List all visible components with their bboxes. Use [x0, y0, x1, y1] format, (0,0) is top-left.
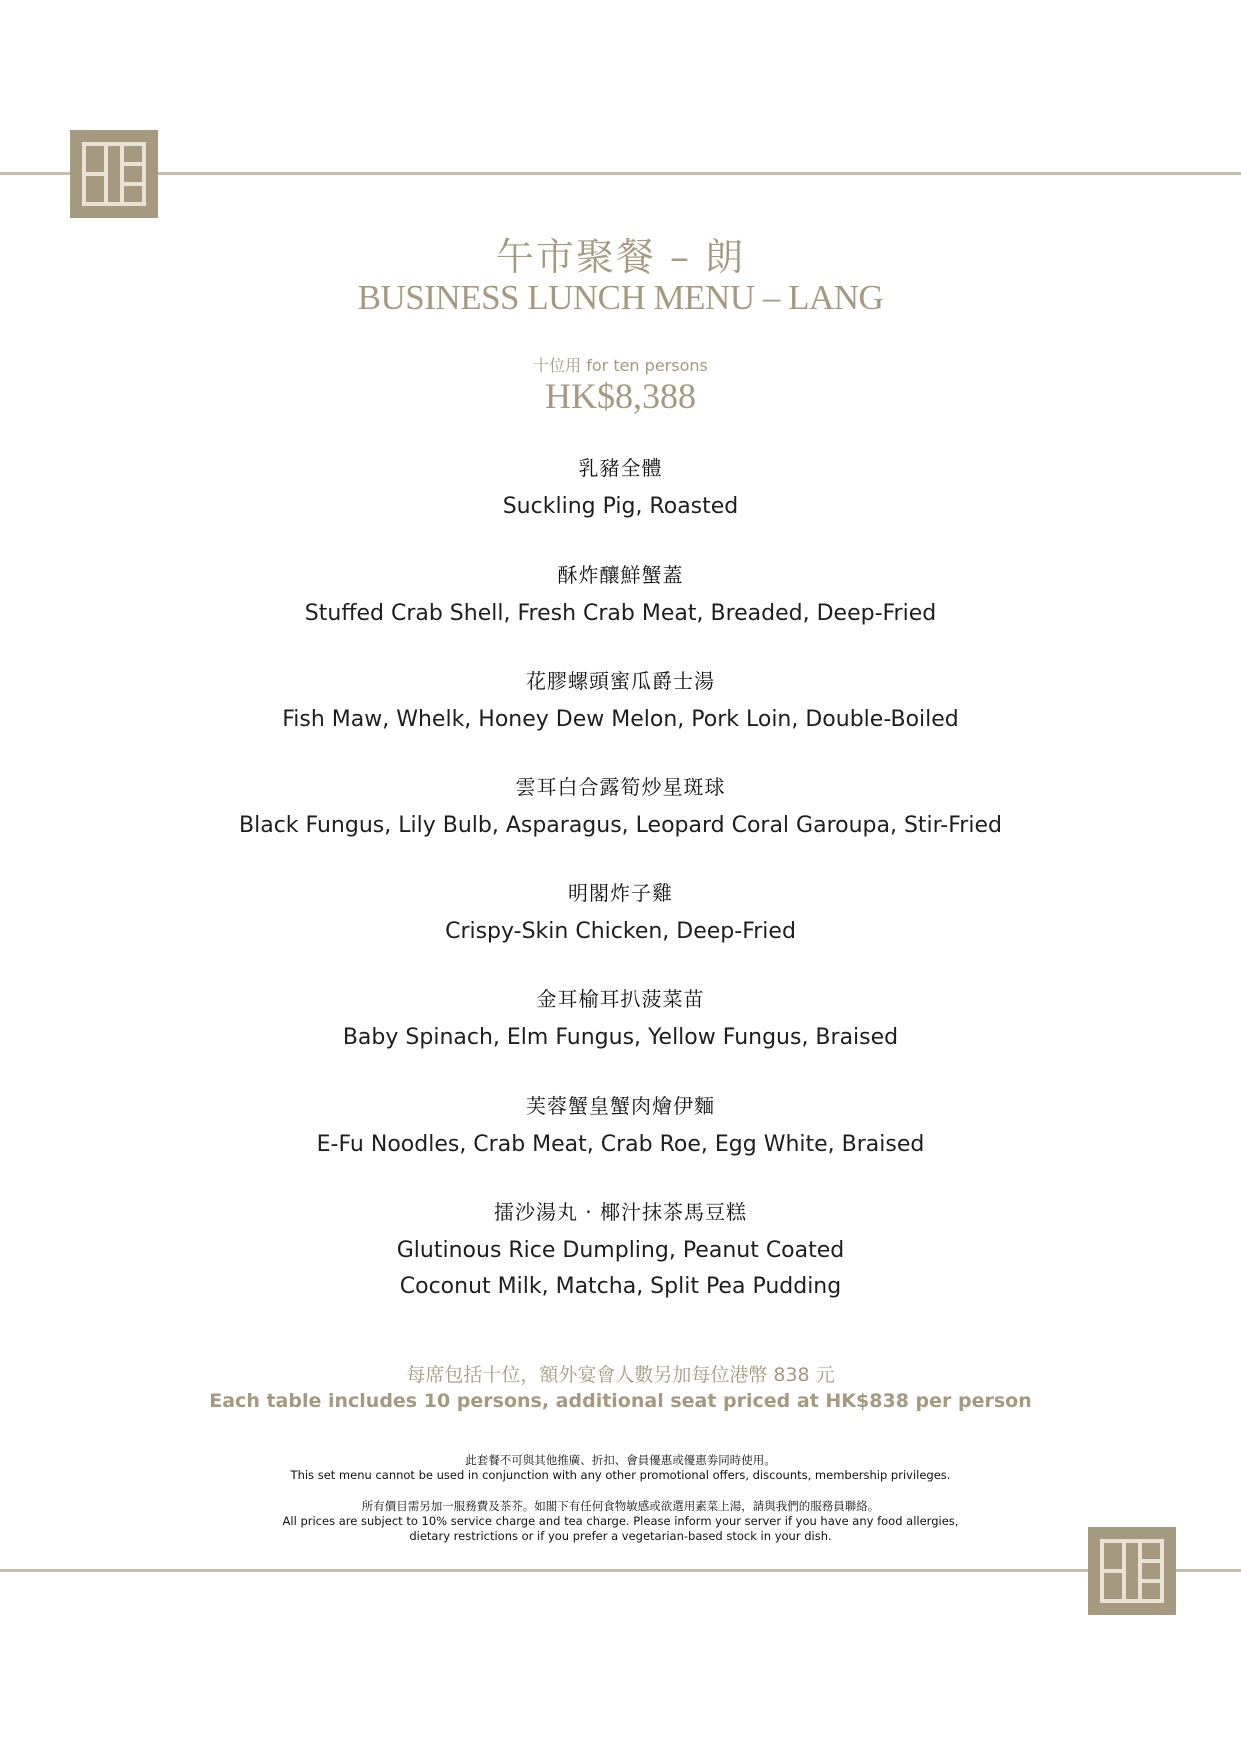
service-disclaimer-english: dietary restrictions or if you prefer a vegetarian-based stock in your dish. — [409, 1529, 832, 1543]
dish-name-chinese: 雲耳白合露筍炒星斑球 — [515, 775, 726, 799]
service-disclaimer-chinese: 所有價目需另加一服務費及茶芥。如閣下有任何食物敏感或欲選用素菜上湯，請與我們的服務員聯絡。 — [361, 1499, 880, 1513]
menu-item — [0, 1090, 1241, 1163]
service-disclaimer — [0, 1499, 1241, 1544]
dish-name-english: Fish Maw, Whelk, Honey Dew Melon, Pork Loin, Double-Boiled — [282, 707, 959, 732]
ming-logo-icon — [70, 130, 158, 218]
menu-item — [0, 771, 1241, 844]
dish-name-english: Suckling Pig, Roasted — [502, 494, 739, 519]
dish-name-english: Black Fungus, Lily Bulb, Asparagus, Leopard Coral Garoupa, Stir-Fried — [239, 813, 1002, 838]
menu-price: HK$8,388 — [545, 376, 696, 416]
bottom-rule — [0, 1569, 1241, 1572]
dish-name-chinese: 乳豬全體 — [578, 456, 663, 480]
dish-name-english: E-Fu Noodles, Crab Meat, Crab Roe, Egg White, Braised — [316, 1132, 925, 1157]
dish-name-english: Glutinous Rice Dumpling, Peanut Coated — [396, 1238, 845, 1263]
dish-name-english: Stuffed Crab Shell, Fresh Crab Meat, Breaded, Deep-Fried — [304, 601, 937, 626]
dish-name-chinese: 花膠螺頭蜜瓜爵士湯 — [526, 669, 715, 693]
dish-name-chinese: 擂沙湯丸 · 椰汁抹茶馬豆糕 — [493, 1200, 748, 1224]
table-note-chinese: 每席包括十位，額外宴會人數另加每位港幣 838 元 — [406, 1364, 835, 1386]
menu-item — [0, 983, 1241, 1056]
service-disclaimer-english: All prices are subject to 10% service charge and tea charge. Please inform your server if you have any food allergies, — [282, 1514, 959, 1528]
menu-title-english: BUSINESS LUNCH MENU – LANG — [357, 278, 884, 317]
dish-name-chinese: 酥炸釀鮮蟹蓋 — [557, 563, 684, 587]
dish-name-english: Baby Spinach, Elm Fungus, Yellow Fungus, Braised — [342, 1025, 899, 1050]
dish-name-english: Crispy-Skin Chicken, Deep-Fried — [445, 919, 796, 944]
menu-item — [0, 877, 1241, 950]
dish-name-english: Coconut Milk, Matcha, Split Pea Pudding — [399, 1274, 842, 1299]
promo-disclaimer-english: This set menu cannot be used in conjunction with any other promotional offers, discounts, membership privileges. — [290, 1468, 951, 1482]
menu-item — [0, 1196, 1241, 1305]
persons-label: 十位用 for ten persons — [533, 356, 708, 375]
menu-item — [0, 665, 1241, 738]
promo-disclaimer-chinese: 此套餐不可與其他推廣、折扣、會員優惠或優惠劵同時使用。 — [465, 1453, 776, 1467]
dish-name-chinese: 芙蓉蟹皇蟹肉燴伊麵 — [526, 1094, 715, 1118]
top-rule — [0, 172, 1241, 175]
promo-disclaimer — [0, 1453, 1241, 1483]
menu-title-chinese: 午市聚餐 – 朗 — [495, 235, 746, 279]
menu-item — [0, 559, 1241, 632]
table-note-english: Each table includes 10 persons, additional seat priced at HK$838 per person — [209, 1390, 1032, 1412]
menu-item — [0, 452, 1241, 525]
dish-name-chinese: 明閣炸子雞 — [568, 881, 673, 905]
dish-name-chinese: 金耳榆耳扒菠菜苗 — [536, 987, 705, 1011]
